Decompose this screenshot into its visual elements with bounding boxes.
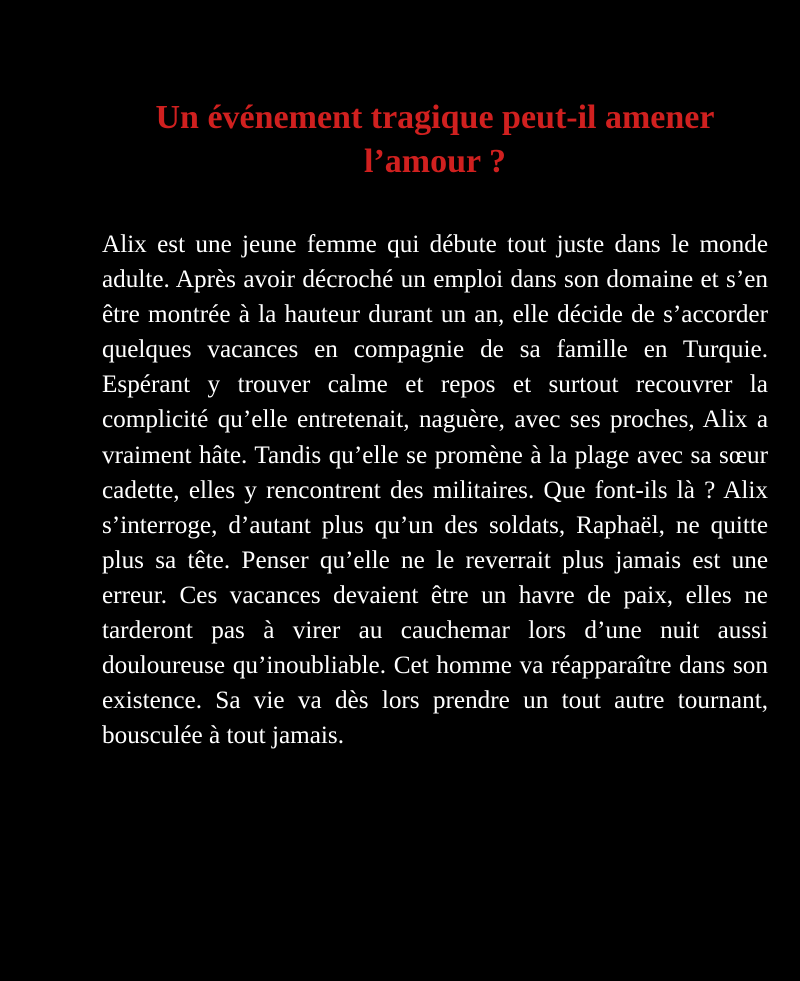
blurb-paragraph: Alix est une jeune femme qui débute tout juste dans le monde adulte. Après avoir décroché un emploi dans son domaine et s’en être montrée à la hauteur durant un an, elle décide de s’accorder quelques vacances en compagnie de sa famille en Turquie. Espérant y trouver calme et repos et surtout recouvrer la complicité qu’elle entretenait, naguère, avec ses proches, Alix a vraiment hâte. Tandis qu’elle se promène à la plage avec sa sœur cadette, elles y rencontrent des militaires. Que font-ils là ? Alix s’interroge, d’autant plus qu’un des soldats, Raphaël, ne quitte plus sa tête. Penser qu’elle ne le reverrait plus jamais est une erreur. Ces vacances devaient être un havre de paix, elles ne tarderont pas à virer au cauchemar lors d’une nuit aussi douloureuse qu’inoubliable. Cet homme va réapparaître dans son existence. Sa vie va dès lors prendre un tout autre tournant, bousculée à tout jamais. — [102, 231, 768, 750]
page-title: Un événement tragique peut-il amener l’amour ? — [155, 99, 715, 180]
